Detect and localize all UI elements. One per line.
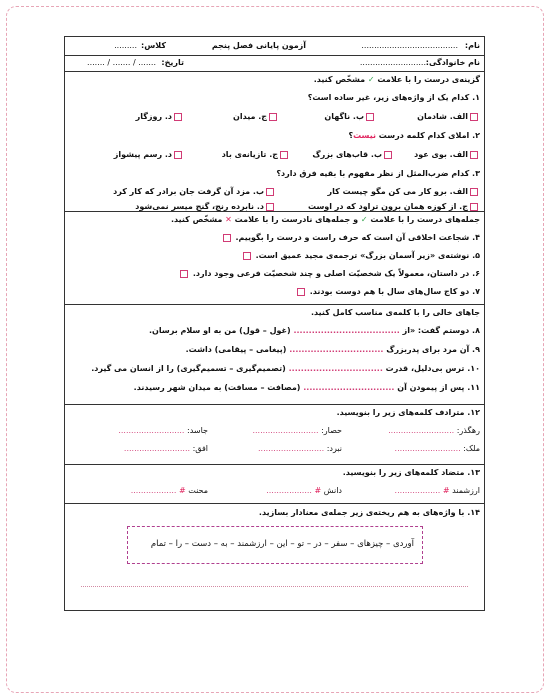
section-sentence (65, 503, 484, 610)
checkbox[interactable] (269, 113, 277, 121)
checkbox[interactable] (470, 151, 478, 159)
fill-item-11: ۱۱. پس از پیمودن آن .............................. (مصافت – مسافت) به میدان شهر رسیدند. (133, 383, 480, 392)
scrambled-words: آوردی – چیزهای – سفر – در – تو – این – ارزشمند – به – دست – را – تمام (150, 539, 414, 549)
checkbox[interactable] (470, 203, 478, 211)
q3-text: ۳. کدام ضرب‌المثل از نظر مفهوم با بقیه فرق دارد؟ (276, 169, 480, 178)
tf-item-7: ۷. دو کاج سال‌های سال با هم دوست بودند. (295, 287, 480, 296)
synonym-item: حصار: .......................... (252, 426, 342, 435)
section4-heading: ۱۲. مترادف کلمه‌های زیر را بنویسید. (336, 408, 480, 417)
section2-heading: جمله‌های درست را با علامت ✓ و جمله‌های نادرست را با علامت ✕ مشخّص کنید. (170, 215, 480, 224)
checkbox[interactable] (266, 188, 274, 196)
antonym-item: ارزشمند # .................. (394, 486, 480, 495)
section5-heading: ۱۳. متضاد کلمه‌های زیر را بنویسید. (342, 468, 480, 477)
synonym-item: افق: .......................... (123, 444, 208, 453)
tf-item-6: ۶. در داستان، معمولاً یک شخصیّت اصلی و چند شخصیّت فرعی وجود دارد. (178, 269, 480, 278)
q2-option-d[interactable]: د. رسم پیشواز (114, 150, 184, 159)
blank[interactable]: ................................... (293, 326, 400, 335)
q2-option-b[interactable]: ب. قاب‌های بزرگ (312, 150, 394, 159)
q2-text: ۲. املای کدام کلمه درست نیست؟ (348, 131, 480, 140)
checkbox[interactable] (174, 151, 182, 159)
section3-heading: جاهای خالی را با کلمه‌ی مناسب کامل کنید. (311, 308, 480, 317)
section-synonyms (65, 404, 484, 465)
checkbox[interactable] (366, 113, 374, 121)
section-antonyms (65, 464, 484, 504)
answer-line[interactable] (81, 586, 468, 587)
family-label: نام خانوادگی: (425, 58, 480, 67)
synonym-item: ملک: .......................... (394, 444, 480, 453)
tf-item-4: ۴. شجاعت اخلاقی آن است که حرف راست و درست را بگوییم. (221, 233, 480, 242)
synonym-item: رهگذر: .......................... (388, 426, 480, 435)
check-icon: ✓ (360, 215, 368, 224)
checkbox[interactable] (180, 270, 188, 278)
synonym-item: نبرد: .......................... (258, 444, 342, 453)
fill-item-8: ۸. دوستم گفت: «از ................................... (غول – قول) من به او سلام برسان. (148, 326, 480, 335)
q1-option-a[interactable]: الف. شادمان (417, 112, 480, 121)
q1-option-c[interactable]: ج. میدان (233, 112, 279, 121)
section-true-false (65, 211, 484, 305)
cross-icon: ✕ (225, 215, 232, 224)
scrambled-words-box (127, 526, 423, 564)
q1-option-d[interactable]: د. روزگار (136, 112, 184, 121)
section-fill-blanks (65, 304, 484, 405)
q2-option-a[interactable]: الف. بوی عود (414, 150, 480, 159)
blank[interactable]: .............................. (303, 383, 395, 392)
checkbox[interactable] (280, 151, 288, 159)
q3-option-b[interactable]: ب. مزد آن گرفت جان برادر که کار کرد (113, 187, 276, 196)
antonym-item: محنت # .................. (130, 486, 208, 495)
checkbox[interactable] (470, 188, 478, 196)
tf-item-5: ۵. نوشته‌ی «زیر آسمان بزرگ» ترجمه‌ی مجید عمیق است. (241, 251, 480, 260)
check-icon: ✓ (367, 75, 375, 84)
class-label: کلاس: (141, 41, 166, 50)
date-blank[interactable]: ....... / ....... / ....... (87, 58, 156, 67)
section1-heading: گزینه‌ی درست را با علامت ✓ مشخّص کنید. (313, 75, 480, 84)
checkbox[interactable] (384, 151, 392, 159)
header-row-2 (65, 55, 484, 72)
q1-text: ۱. کدام یک از واژه‌های زیر، غیر ساده است؟ (307, 93, 480, 102)
q2-option-c[interactable]: ج. تازیانه‌ی باد (222, 150, 290, 159)
family-blank[interactable]: .......................... (359, 58, 426, 67)
exam-title: آزمون پایانی فصل پنجم (211, 41, 306, 50)
checkbox[interactable] (223, 234, 231, 242)
exam-sheet (64, 36, 485, 611)
blank[interactable]: ............................... (289, 345, 384, 354)
header-row (65, 37, 484, 56)
q3-option-c[interactable]: ج. از کوزه همان برون تراود که در اوست (308, 202, 480, 211)
q1-option-b[interactable]: ب. ناگهان (324, 112, 376, 121)
section-multiple-choice (65, 71, 484, 212)
blank[interactable]: ............................... (288, 364, 383, 373)
section6-heading: ۱۴. با واژه‌های به هم ریخته‌ی زیر جمله‌ی معنادار بسازید. (258, 508, 480, 517)
fill-item-10: ۱۰. ترس بی‌دلیل، قدرت ............................... (تصمیم‌گیری – تسمیم‌گیری) را از انسان می گیرد. (91, 364, 480, 373)
checkbox[interactable] (297, 288, 305, 296)
class-blank[interactable]: ......... (114, 41, 137, 50)
checkbox[interactable] (174, 113, 182, 121)
fill-item-9: ۹. آن مرد برای پدربزرگ ............................... (پیغامی – پیقامی) داشت. (185, 345, 480, 354)
name-blank[interactable]: ...................................... (361, 41, 458, 50)
checkbox[interactable] (470, 113, 478, 121)
antonym-item: دانش # .................. (266, 486, 342, 495)
q3-option-d[interactable]: د. نابرده رنج، گنج میسر نمی‌شود (135, 202, 276, 211)
checkbox[interactable] (243, 252, 251, 260)
checkbox[interactable] (266, 203, 274, 211)
synonym-item: جاسد: .......................... (118, 426, 208, 435)
date-label: تاریخ: (161, 58, 184, 67)
name-label: نام: (464, 41, 480, 50)
q3-option-a[interactable]: الف. برو کار می کن مگو چیست کار (328, 187, 480, 196)
